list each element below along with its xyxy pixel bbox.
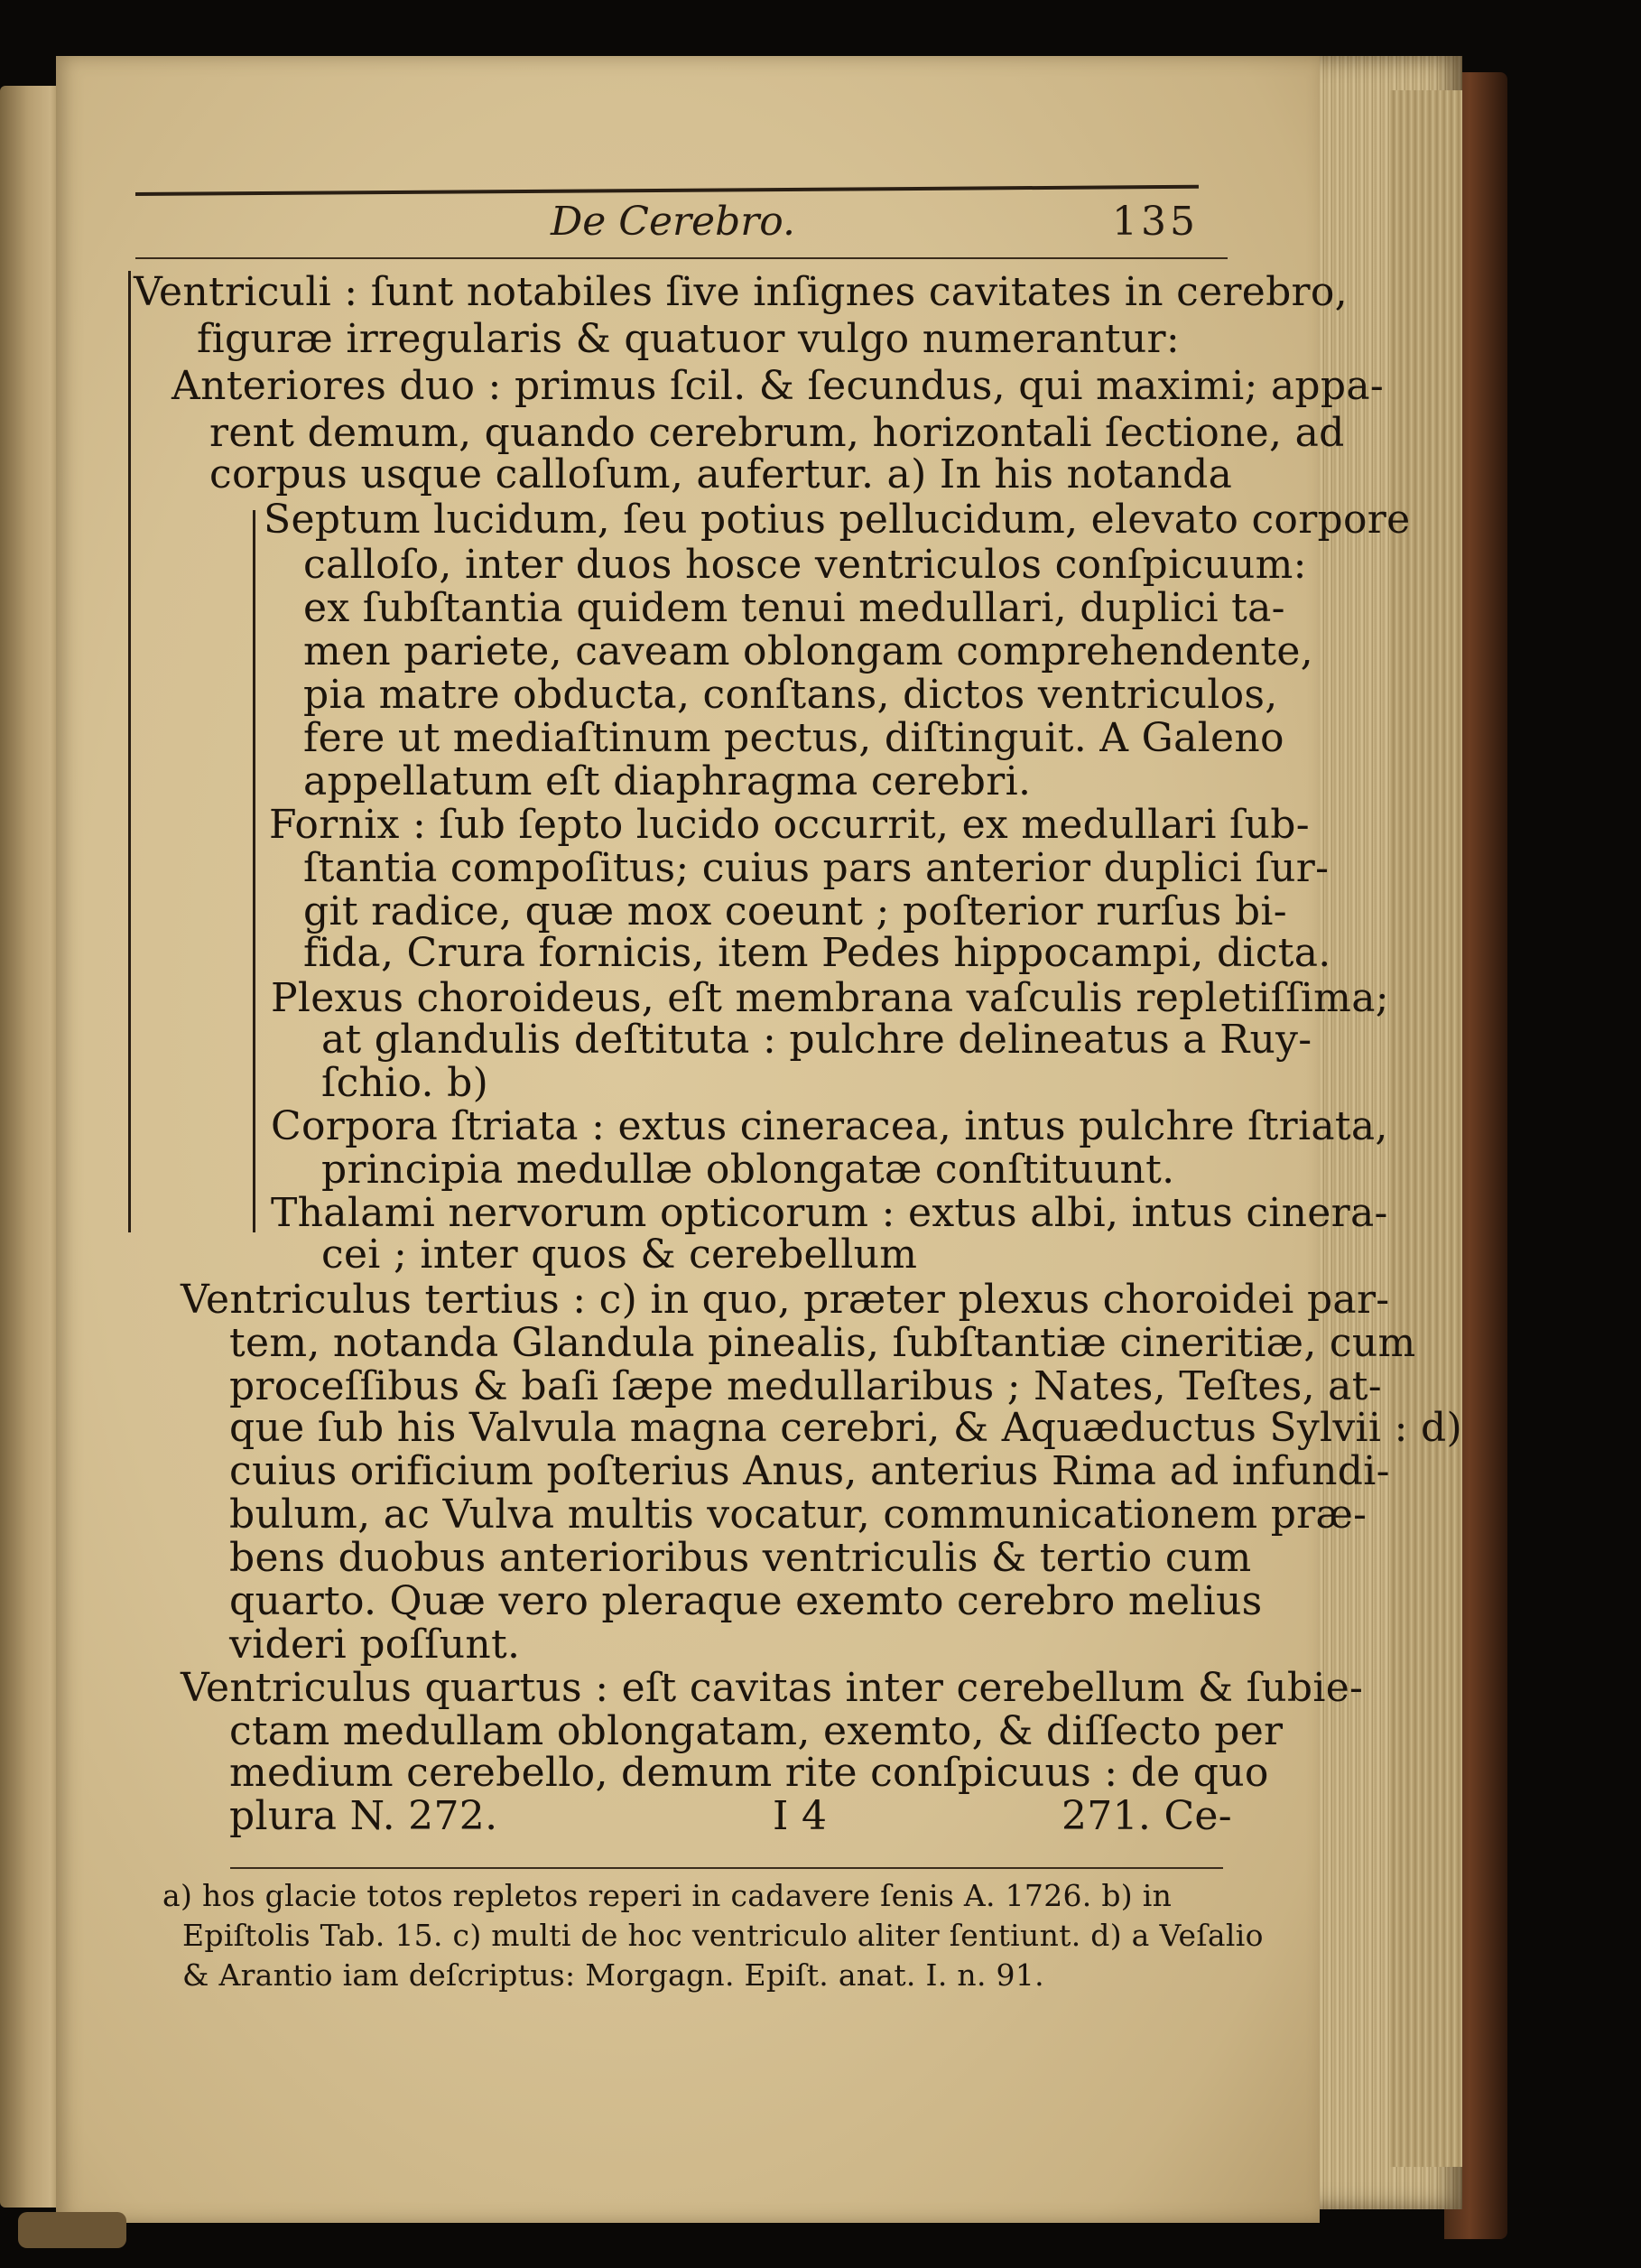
text-line: git radice, quæ mox coeunt ; poſterior rurſus bi- bbox=[303, 888, 1287, 934]
text-line: fere ut mediaſtinum pectus, diſtinguit. A Galeno bbox=[303, 715, 1284, 761]
main-brace bbox=[128, 271, 131, 1232]
text-line: appellatum eſt diaphragma cerebri. bbox=[303, 758, 1032, 804]
text-line: principia medullæ oblongatæ conſtituunt. bbox=[321, 1147, 1175, 1193]
footnote-line: Epiſtolis Tab. 15. c) multi de hoc ventriculo aliter ſentiunt. d) a Veſalio bbox=[182, 1918, 1264, 1953]
text-line: Ventriculus tertius : c) in quo, præter plexus choroidei par- bbox=[181, 1277, 1390, 1323]
text-line: quarto. Quæ vero pleraque exemto cerebro melius bbox=[229, 1578, 1263, 1624]
text-line: bens duobus anterioribus ventriculis & tertio cum bbox=[229, 1535, 1252, 1581]
page-number: 135 bbox=[1112, 199, 1199, 245]
signature-mark: I 4 bbox=[773, 1793, 828, 1839]
running-head: De Cerebro. bbox=[551, 199, 795, 245]
text-line: tem, notanda Glandula pinealis, ſubſtantiæ cineritiæ, cum bbox=[229, 1320, 1416, 1366]
text-line: proceſſibus & baſi ſæpe medullaribus ; Nates, Teſtes, at- bbox=[229, 1363, 1382, 1409]
text-line: ſtantia compoſitus; cuius pars anterior duplici ſur- bbox=[303, 845, 1330, 891]
sub-brace bbox=[253, 510, 255, 1232]
header-underline bbox=[135, 257, 1228, 259]
text-line: ſchio. b) bbox=[321, 1060, 489, 1106]
footnote-rule bbox=[230, 1867, 1223, 1869]
text-line: fida, Crura fornicis, item Pedes hippocampi, dicta. bbox=[303, 930, 1331, 976]
text-line: ex ſubſtantia quidem tenui medullari, duplici ta- bbox=[303, 585, 1285, 631]
text-line: Ventriculi : ſunt notabiles ſive inſignes cavitates in cerebro, bbox=[134, 269, 1348, 315]
text-line: videri poſſunt. bbox=[229, 1622, 521, 1668]
text-line: Fornix : ſub ſepto lucido occurrit, ex medullari ſub- bbox=[269, 802, 1310, 848]
text-line: que ſub his Valvula magna cerebri, & Aquæductus Sylvii : d) bbox=[229, 1405, 1462, 1451]
text-line: Anteriores duo : primus ſcil. & ſecundus, qui maximi; appa- bbox=[172, 363, 1385, 409]
text-line: pia matre obducta, conſtans, dictos ventriculos, bbox=[303, 672, 1278, 718]
text-line: cuius orificium poſterius Anus, anterius Rima ad infundi- bbox=[229, 1448, 1390, 1494]
text-line: men pariete, caveam oblongam comprehendente, bbox=[303, 628, 1313, 674]
text-line: medium cerebello, demum rite conſpicuus : de quo bbox=[229, 1750, 1269, 1796]
text-line: Thalami nervorum opticorum : extus albi, intus cinera- bbox=[271, 1190, 1388, 1236]
text-line: rent demum, quando cerebrum, horizontali ſectione, ad bbox=[209, 410, 1345, 456]
text-line: ctam medullam oblongatam, exemto, & diſſecto per bbox=[229, 1708, 1284, 1754]
text-line: corpus usque calloſum, aufertur. a) In his notanda bbox=[209, 451, 1233, 497]
left-page-edge bbox=[0, 86, 63, 2208]
text-line: bulum, ac Vulva multis vocatur, communicationem præ- bbox=[229, 1492, 1368, 1538]
text-line: Ventriculus quartus : eſt cavitas inter cerebellum & ſubie- bbox=[181, 1665, 1364, 1711]
text-line: Plexus choroideus, eſt membrana vaſculis repletiſſima; bbox=[271, 975, 1389, 1021]
text-line: cei ; inter quos & cerebellum bbox=[321, 1232, 918, 1278]
page-fore-edge-inner bbox=[1390, 90, 1462, 2167]
footnote-line: a) hos glacie totos repletos reperi in cadavere ſenis A. 1726. b) in bbox=[162, 1878, 1173, 1913]
footnote-line: & Arantio iam deſcriptus: Morgagn. Epiſt. anat. I. n. 91. bbox=[182, 1957, 1044, 1993]
catchword: 271. Ce- bbox=[1062, 1793, 1232, 1839]
text-line: plura N. 272. bbox=[229, 1793, 498, 1839]
text-line: Corpora ſtriata : extus cineracea, intus pulchre ſtriata, bbox=[271, 1103, 1388, 1149]
text-line: at glandulis deſtituta : pulchre delineatus a Ruy- bbox=[321, 1017, 1312, 1063]
text-line: calloſo, inter duos hosce ventriculos conſpicuum: bbox=[303, 542, 1307, 588]
page-tear bbox=[18, 2212, 126, 2248]
text-line: Septum lucidum, ſeu potius pellucidum, elevato corpore bbox=[264, 497, 1411, 543]
text-line: figuræ irregularis & quatuor vulgo numerantur: bbox=[197, 316, 1180, 362]
